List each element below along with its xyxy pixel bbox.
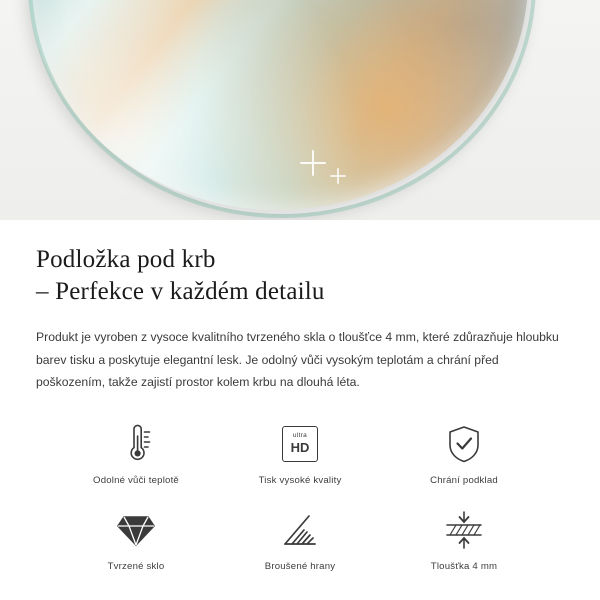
feature-label: Broušené hrany [264,560,336,572]
feature-label: Tloušťka 4 mm [430,560,498,572]
feature-item [54,422,218,486]
thermometer-icon [116,422,156,466]
shield-check-icon [445,422,483,466]
hero-image [0,0,600,220]
thickness-arrows-icon [441,508,487,552]
product-description-text: Produkt je vyroben z vysoce kvalitního tvrzeného skla o tloušťce 4 mm, které zdůrazňuje hloubku barev tisku a poskytuje elegantní lesk. Je odolný vůči vysokým teplotám a chrání před poškozením, takže zajistí prostor kolem krbu na dlouhá léta. [36,330,559,390]
feature-label: Tvrzené sklo [107,560,165,572]
feature-item [382,508,546,572]
feature-item [218,422,382,486]
feature-label: Tisk vysoké kvality [258,474,342,486]
polished-edges-icon [279,508,321,552]
page-title-line-1: Podložka pod krb [36,246,216,273]
feature-label: Odolné vůči teplotě [93,474,179,486]
ultra-hd-badge-bottom: HD [290,439,310,455]
feature-grid [36,422,564,572]
feature-item [54,508,218,572]
feature-label: Chrání podklad [430,474,498,486]
content-area [0,220,600,572]
page-title-line-2: – Perfekce v každém detailu [36,278,325,305]
diamond-icon [115,508,157,552]
ultra-hd-badge-top: ultra [292,432,308,440]
page-title [36,244,564,308]
feature-item [382,422,546,486]
ultra-hd-icon [282,422,318,466]
feature-item [218,508,382,572]
